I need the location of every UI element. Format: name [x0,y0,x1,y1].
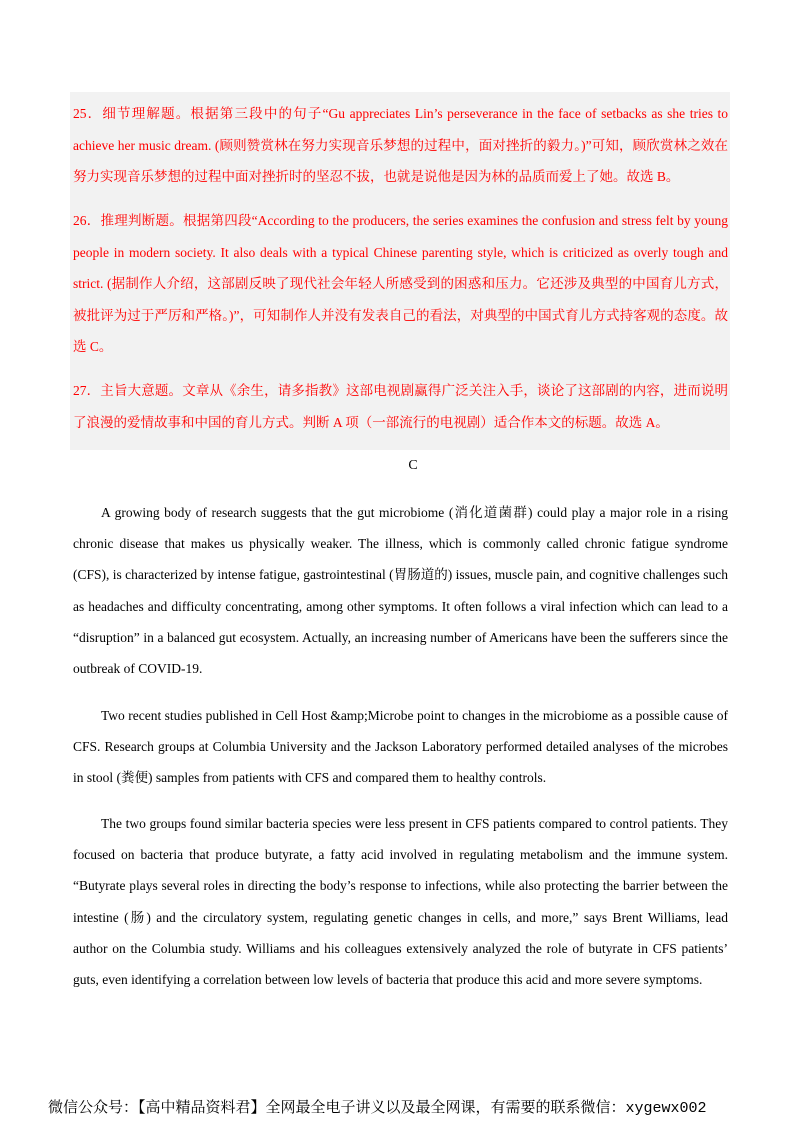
passage-paragraph-3: The two groups found similar bacteria species were less present in CFS patients compared to control patients. They focused on bacteria that produce butyrate, a fatty acid involved in regulating metabolism and the immune system. “Butyrate plays several roles in directing the body’s response to infections, while also protecting the barrier between the intestine (肠) and the circulatory system, regulating genetic changes in cells, and more,” says Brent Williams, lead author on the Columbia study. Williams and his colleagues extensively analyzed the role of butyrate in CFS patients’ guts, even identifying a correlation between low levels of bacteria that produce this acid and more severe symptoms. [73,816,728,988]
footer-watermark [48,1096,788,1117]
passage-paragraph-2: Two recent studies published in Cell Host &amp;Microbe point to changes in the microbiome as a possible cause of CFS. Research groups at Columbia University and the Jackson Laboratory performed detailed analyses of the microbes in stool (粪便) samples from patients with CFS and compared them to healthy controls. [73,708,728,786]
answer-25-explanation: 25．细节理解题。根据第三段中的句子“Gu appreciates Lin’s perseverance in the face of setbacks as she tries to achieve her music dream. (顾则赞赏林在努力实现音乐梦想的过程中，面对挫折的毅力。)”可知，顾欣赏林之效在努力实现音乐梦想的过程中面对挫折时的坚忍不拔，也就是说他是因为林的品质而爱上了她。故选 B。 [73,106,728,184]
answer-27-explanation: 27．主旨大意题。文章从《余生，请多指教》这部电视剧赢得广泛关注入手，谈论了这部剧的内容，进而说明了浪漫的爱情故事和中国的育儿方式。判断 A 项（一部流行的电视剧）适合作本文的标题。故选 A。 [73,383,728,430]
passage-paragraph-1: A growing body of research suggests that the gut microbiome (消化道菌群) could play a major role in a rising chronic disease that makes us physically weaker. The illness, which is commonly called chronic fatigue syndrome (CFS), is characterized by intense fatigue, gastrointestinal (胃肠道的) issues, muscle pain, and cognitive challenges such as headaches and difficulty concentrating, among other symptoms. It often follows a viral infection which can lead to a “disruption” in a balanced gut ecosystem. Actually, an increasing number of Americans have been the sufferers since the outbreak of COVID-19. [73,505,728,677]
footer-text: 微信公众号：【高中精品资料君】全网最全电子讲义以及最全网课，有需要的联系微信： [48,1098,626,1116]
section-letter: C [408,458,418,473]
footer-wechat-id: xygewx002 [625,1100,707,1117]
answer-26-explanation: 26．推理判断题。根据第四段“According to the producers, the series examines the confusion and stress felt by young people in modern society. It also deals with a typical Chinese parenting style, which is criticized as overly tough and strict. (据制作人介绍，这部剧反映了现代社会年轻人所感受到的困惑和压力。它还涉及典型的中国育儿方式，被批评为过于严厉和严格。)”，可知制作人并没有发表自己的看法，对典型的中国式育儿方式持客观的态度。故选 C。 [73,213,728,354]
